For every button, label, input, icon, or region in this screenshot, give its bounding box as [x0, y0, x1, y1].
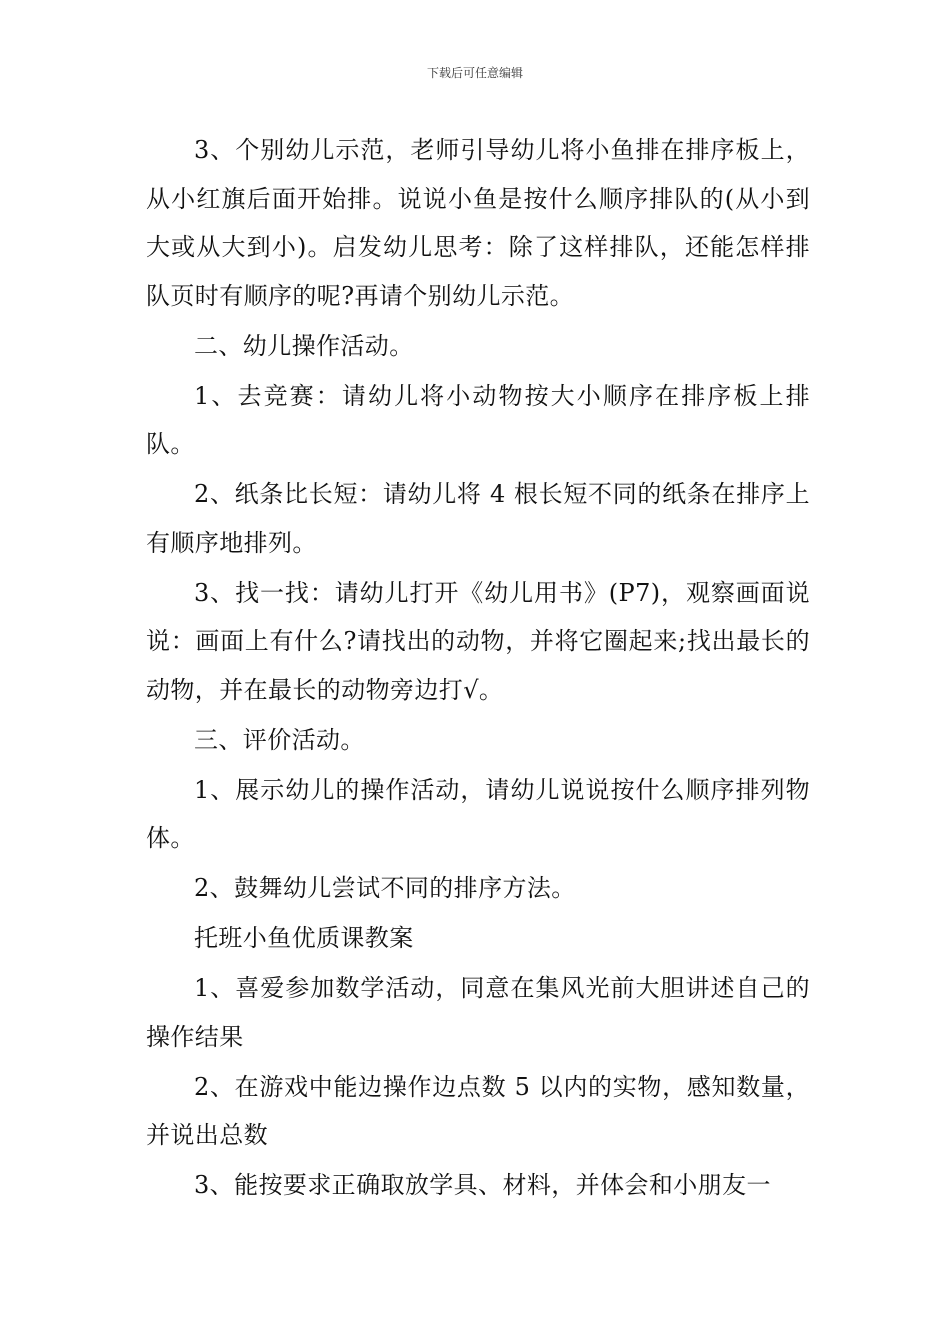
paragraph-encourage: 2、鼓舞幼儿尝试不同的排序方法。	[194, 874, 576, 902]
goal-item-2: 2、在游戏中能边操作边点数 5 以内的实物，感知数量，并说出总数	[146, 1072, 810, 1149]
section-heading-evaluation: 三、评价活动。	[194, 725, 365, 754]
lesson-title: 托班小鱼优质课教案	[194, 924, 414, 952]
paragraph-find: 3、找一找：请幼儿打开《幼儿用书》(P7)，观察画面说说：画面上有什么?请找出的动物，并将它圈起来;找出最长的动物，并在最长的动物旁边打√。	[146, 578, 810, 704]
section-heading-child-activity: 二、幼儿操作活动。	[194, 331, 414, 360]
paragraph-show-work: 1、展示幼儿的操作活动，请幼儿说说按什么顺序排列物体。	[146, 775, 810, 852]
page-header: 下载后可任意编辑	[426, 66, 523, 80]
goal-item-3: 3、能按要求正确取放学具、材料，并体会和小朋友一	[194, 1171, 771, 1199]
goal-item-1: 1、喜爱参加数学活动，同意在集风光前大胆讲述自己的操作结果	[146, 974, 810, 1051]
document-body	[146, 126, 810, 1211]
paragraph-paper-strips: 2、纸条比长短：请幼儿将 4 根长短不同的纸条在排序上有顺序地排列。	[146, 480, 810, 557]
paragraph-competition: 1、去竞赛：请幼儿将小动物按大小顺序在排序板上排队。	[146, 381, 810, 458]
paragraph-demo-step: 3、个别幼儿示范，老师引导幼儿将小鱼排在排序板上，从小红旗后面开始排。说说小鱼是按什么顺序排队的(从小到大或从大到小)。启发幼儿思考：除了这样排队，还能怎样排队页时有顺序的呢?再请个别幼儿示范。	[146, 136, 810, 310]
